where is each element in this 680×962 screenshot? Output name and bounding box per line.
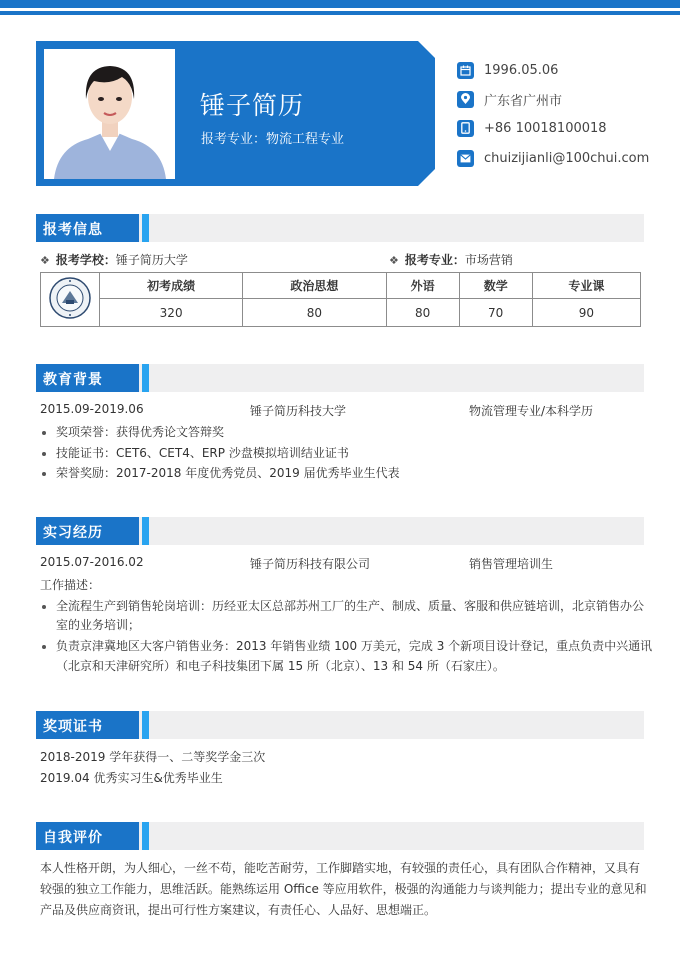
education-major: 物流管理专业/本科学历 <box>469 404 594 418</box>
table-value-cell: 80 <box>386 299 459 327</box>
education-item: 荣誉奖励：2017-2018 年度优秀党员、2019 届优秀毕业生代表 <box>56 466 400 480</box>
section-stripe <box>142 517 149 545</box>
top-accent-bar <box>0 0 680 8</box>
bullet-dot <box>42 645 46 649</box>
profile-photo <box>44 49 175 179</box>
table-header-cell: 政治思想 <box>243 273 386 299</box>
resume-name: 锤子简历 <box>200 91 305 120</box>
award-line: 2019.04 优秀实习生&优秀毕业生 <box>40 771 223 785</box>
contact-email[interactable] <box>457 148 677 168</box>
internship-item-line: 室的业务培训； <box>56 618 141 632</box>
contact-text: chuizijianli@100chui.com <box>484 150 650 166</box>
score-table-header-row <box>41 273 641 299</box>
mail-icon <box>457 150 474 167</box>
education-school: 锤子简历科技大学 <box>250 404 347 418</box>
university-seal <box>41 273 100 327</box>
apply-school-value: 锤子简历大学 <box>115 253 188 267</box>
section-header-education <box>36 364 644 392</box>
education-date: 2015.09-2019.06 <box>40 402 144 416</box>
score-table-value-row <box>41 299 641 327</box>
apply-school-row <box>40 251 188 268</box>
contact-text: 广东省广州市 <box>484 93 563 109</box>
top-accent-line <box>0 11 680 15</box>
section-header-internship <box>36 517 644 545</box>
diamond-bullet-icon: ❖ <box>389 254 399 267</box>
target-major: 报考专业：物流工程专业 <box>201 132 345 147</box>
contact-birthdate <box>457 60 677 80</box>
self-evaluation-line: 较强的独立工作能力，思维活跃。能熟练运用 Office 等应用软件，极强的沟通能力与谈判能力；提出专业的意见和 <box>40 882 647 896</box>
apply-major-value: 市场营销 <box>464 253 513 267</box>
section-header-self <box>36 822 644 850</box>
internship-desc-label: 工作描述： <box>40 578 101 592</box>
table-value-cell: 320 <box>100 299 243 327</box>
self-evaluation-line: 本人性格开朗，为人细心，一丝不苟，能吃苦耐劳，工作脚踏实地，有较强的责任心，具有团队合作精神，又具有 <box>40 861 641 875</box>
section-stripe <box>142 822 149 850</box>
apply-major-row <box>389 251 513 268</box>
section-title: 自我评价 <box>43 830 103 846</box>
contact-location <box>457 89 677 109</box>
location-icon <box>457 91 474 108</box>
contact-text: +86 10018100018 <box>484 120 607 136</box>
table-header-cell: 外语 <box>386 273 459 299</box>
score-table <box>40 272 641 327</box>
table-header-cell: 数学 <box>459 273 532 299</box>
self-evaluation-line: 产品及供应商资讯，提出可行性方案建议，有责任心、人品好、思想端正。 <box>40 903 437 917</box>
table-value-cell: 70 <box>459 299 532 327</box>
calendar-icon <box>457 62 474 79</box>
internship-item-line: 全流程生产到销售轮岗培训：历经亚太区总部苏州工厂的生产、制成、质量、客服和供应链培训，北京销售办公 <box>56 599 645 613</box>
contact-phone <box>457 118 677 138</box>
section-stripe <box>142 214 149 242</box>
section-title: 实习经历 <box>43 525 103 541</box>
bullet-dot <box>42 452 46 456</box>
internship-date: 2015.07-2016.02 <box>40 555 144 569</box>
apply-major-label: 报考专业： <box>404 253 465 267</box>
section-header-apply <box>36 214 644 242</box>
internship-company: 锤子简历科技有限公司 <box>250 557 371 571</box>
internship-role: 销售管理培训生 <box>469 557 554 571</box>
contact-text: 1996.05.06 <box>484 62 559 78</box>
bullet-dot <box>42 431 46 435</box>
section-stripe <box>142 711 149 739</box>
apply-school-label: 报考学校： <box>55 253 116 267</box>
section-stripe <box>142 364 149 392</box>
university-seal-icon <box>48 276 92 320</box>
bullet-dot <box>42 605 46 609</box>
award-line: 2018-2019 学年获得一、二等奖学金三次 <box>40 750 266 764</box>
section-title: 奖项证书 <box>43 719 103 735</box>
diamond-bullet-icon: ❖ <box>40 254 50 267</box>
table-header-cell: 初考成绩 <box>100 273 243 299</box>
section-header-awards <box>36 711 644 739</box>
table-value-cell: 80 <box>243 299 386 327</box>
internship-item-line: （北京和天津研究所）和电子科技集团下属 15 所（北京）、13 和 54 所（石家庄）。 <box>56 659 505 673</box>
internship-item-line: 负责京津冀地区大客户销售业务：2013 年销售业绩 100 万美元，完成 3 个新项目设计登记，重点负责中兴通讯 <box>56 639 653 653</box>
education-item: 技能证书：CET6、CET4、ERP 沙盘模拟培训结业证书 <box>56 446 349 460</box>
education-item: 奖项荣誉：获得优秀论文答辩奖 <box>56 425 225 439</box>
section-title: 报考信息 <box>43 222 103 238</box>
section-title: 教育背景 <box>43 372 103 388</box>
phone-icon <box>457 120 474 137</box>
table-header-cell: 专业课 <box>532 273 640 299</box>
table-value-cell: 90 <box>532 299 640 327</box>
bullet-dot <box>42 472 46 476</box>
